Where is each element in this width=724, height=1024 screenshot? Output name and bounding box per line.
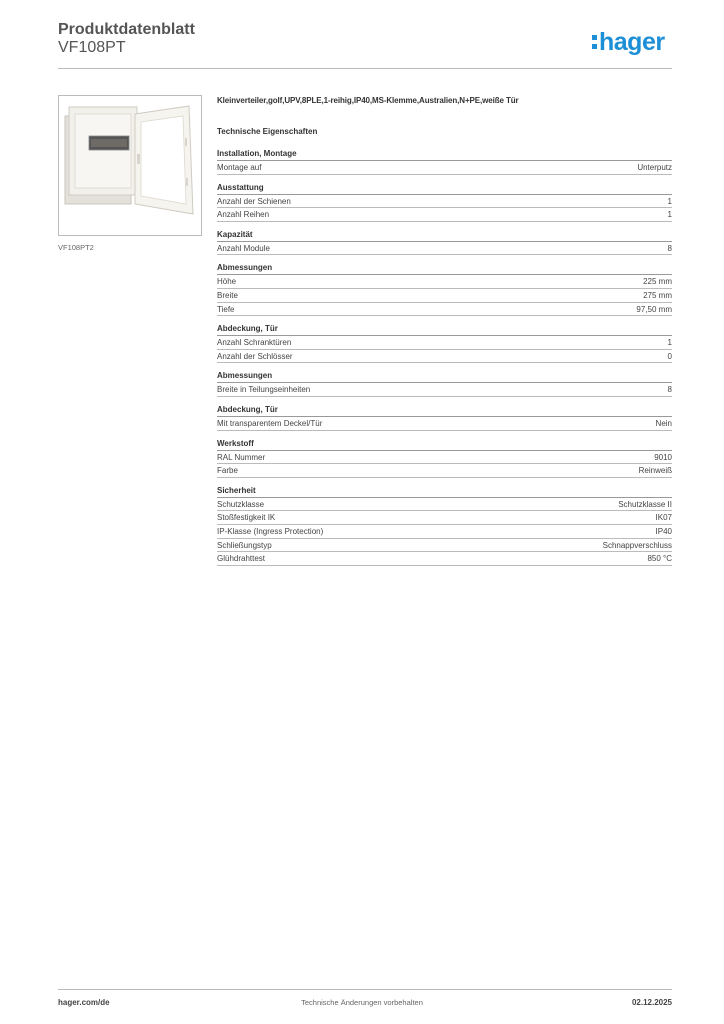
spec-row	[217, 195, 672, 209]
spec-label: Schließungstyp	[217, 540, 272, 550]
section-title: Abmessungen	[217, 263, 672, 275]
spec-value: 850 °C	[647, 554, 672, 564]
spec-label: Farbe	[217, 466, 238, 476]
product-code: VF108PT	[58, 39, 126, 56]
spec-value: 1	[667, 196, 672, 206]
spec-value: Unterputz	[637, 163, 672, 172]
spec-label: IP-Klasse (Ingress Protection)	[217, 526, 324, 536]
spec-value: 8	[667, 385, 672, 395]
spec-row	[217, 417, 672, 431]
spec-row	[217, 289, 672, 303]
product-description: Kleinverteiler,golf,UPV,8PLE,1-reihig,IP40,MS-Klemme,Australien,N+PE,weiße Tür	[217, 96, 519, 105]
spec-value: 8	[667, 243, 672, 253]
spec-row	[217, 383, 672, 397]
spec-label: Anzahl der Schienen	[217, 196, 291, 206]
spec-value: Nein	[655, 418, 672, 428]
spec-label: Glühdrahttest	[217, 554, 266, 564]
spec-row	[217, 242, 672, 256]
logo-wordmark: hager	[599, 27, 665, 56]
spec-row	[217, 208, 672, 222]
spec-label: RAL Nummer	[217, 452, 266, 462]
spec-label: Anzahl der Schlösser	[217, 351, 293, 361]
spec-value: Schnappverschluss	[602, 540, 672, 550]
spec-value: Reinweiß	[638, 466, 672, 476]
spec-row	[217, 539, 672, 553]
section-title: Werkstoff	[217, 439, 672, 451]
spec-label: Stoßfestigkeit IK	[217, 513, 276, 523]
spec-row	[217, 511, 672, 525]
tech-properties-heading: Technische Eigenschaften	[217, 127, 318, 136]
section-title: Kapazität	[217, 230, 672, 242]
spec-sections	[217, 149, 672, 566]
spec-row	[217, 464, 672, 478]
hager-logo	[592, 27, 665, 57]
section-title: Installation, Montage	[217, 149, 672, 161]
distribution-board-illustration	[59, 96, 201, 235]
footer-website: hager.com/de	[58, 998, 110, 1007]
spec-label: Breite	[217, 290, 238, 300]
spec-section	[217, 439, 672, 478]
spec-value: 0	[667, 351, 672, 361]
spec-section	[217, 486, 672, 566]
spec-label: Schutzklasse	[217, 499, 265, 509]
spec-label: Montage auf	[217, 163, 262, 172]
spec-row	[217, 350, 672, 364]
spec-value: 225 mm	[643, 277, 672, 287]
section-title: Ausstattung	[217, 183, 672, 195]
spec-row	[217, 552, 672, 566]
spec-row	[217, 303, 672, 317]
section-title: Sicherheit	[217, 486, 672, 498]
footer-notice: Technische Änderungen vorbehalten	[301, 998, 423, 1007]
section-title: Abmessungen	[217, 371, 672, 383]
header-divider	[58, 68, 672, 69]
page-title: Produktdatenblatt	[58, 21, 195, 38]
spec-value: IP40	[655, 526, 672, 536]
spec-value: 9010	[654, 452, 672, 462]
spec-row	[217, 498, 672, 512]
spec-content	[217, 96, 672, 574]
spec-label: Anzahl Reihen	[217, 210, 270, 220]
spec-row	[217, 525, 672, 539]
footer-divider	[58, 989, 672, 990]
spec-row	[217, 451, 672, 465]
image-caption: VF108PT2	[58, 243, 94, 252]
spec-label: Breite in Teilungseinheiten	[217, 385, 311, 395]
footer-date: 02.12.2025	[631, 998, 672, 1007]
spec-label: Mit transparentem Deckel/Tür	[217, 418, 323, 428]
spec-section	[217, 149, 672, 175]
logo-colon-icon	[592, 35, 597, 49]
spec-row	[217, 161, 672, 175]
spec-value: Schutzklasse II	[618, 499, 672, 509]
section-title: Abdeckung, Tür	[217, 324, 672, 336]
spec-section	[217, 371, 672, 397]
spec-section	[217, 405, 672, 431]
spec-value: 275 mm	[643, 290, 672, 300]
spec-value: 1	[667, 210, 672, 220]
spec-label: Tiefe	[217, 304, 235, 314]
spec-label: Anzahl Schranktüren	[217, 338, 292, 348]
spec-value: 97,50 mm	[636, 304, 672, 314]
section-title: Abdeckung, Tür	[217, 405, 672, 417]
spec-label: Höhe	[217, 277, 237, 287]
spec-section	[217, 230, 672, 256]
spec-row	[217, 275, 672, 289]
spec-section	[217, 183, 672, 222]
spec-section	[217, 324, 672, 363]
spec-value: IK07	[655, 513, 672, 523]
spec-value: 1	[667, 338, 672, 348]
spec-row	[217, 336, 672, 350]
spec-label: Anzahl Module	[217, 243, 270, 253]
product-image	[58, 95, 202, 236]
spec-section	[217, 263, 672, 316]
